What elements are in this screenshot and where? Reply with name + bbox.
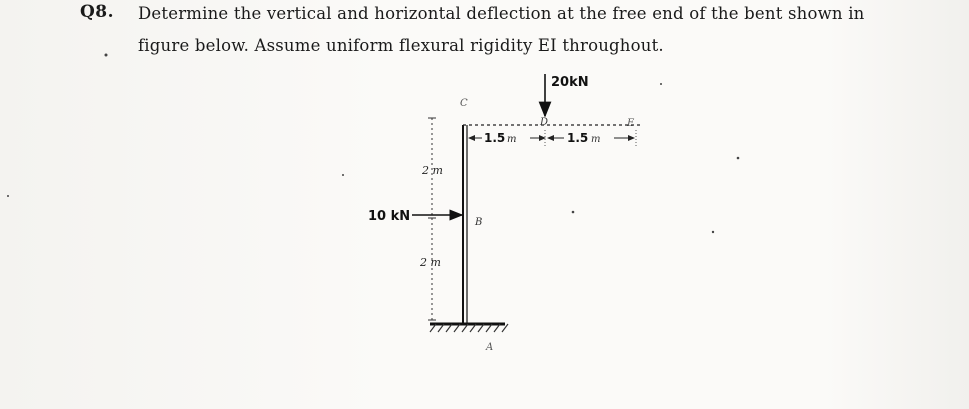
vertical-load-label: 20kN [551, 75, 589, 90]
point-b-label: B [475, 217, 483, 228]
dimension-cd-unit: m [507, 134, 517, 145]
dimension-column-height [428, 118, 436, 320]
horizontal-load-label: 10 kN [368, 209, 411, 224]
dimension-de-unit: m [591, 134, 601, 145]
point-c-label: C [460, 98, 468, 109]
point-a-label: A [486, 342, 494, 353]
dimension-upper-2m: 2 m [422, 164, 443, 177]
scan-speckles [7, 54, 739, 234]
question-text-line-1: Determine the vertical and horizontal deflection at the free end of the bent shown in [138, 4, 865, 23]
question-text-line-2: figure below. Assume uniform flexural rigidity EI throughout. [138, 36, 664, 55]
point-d-label: D [540, 117, 549, 128]
dimension-de-value: 1.5 [567, 131, 589, 145]
point-e-label: E [627, 118, 635, 129]
fixed-support-a [430, 324, 508, 332]
dimension-cd-value: 1.5 [484, 131, 506, 145]
frame-column-ac [463, 125, 467, 324]
dimension-lower-2m: 2 m [420, 256, 441, 269]
question-number: Q8. [80, 2, 115, 22]
